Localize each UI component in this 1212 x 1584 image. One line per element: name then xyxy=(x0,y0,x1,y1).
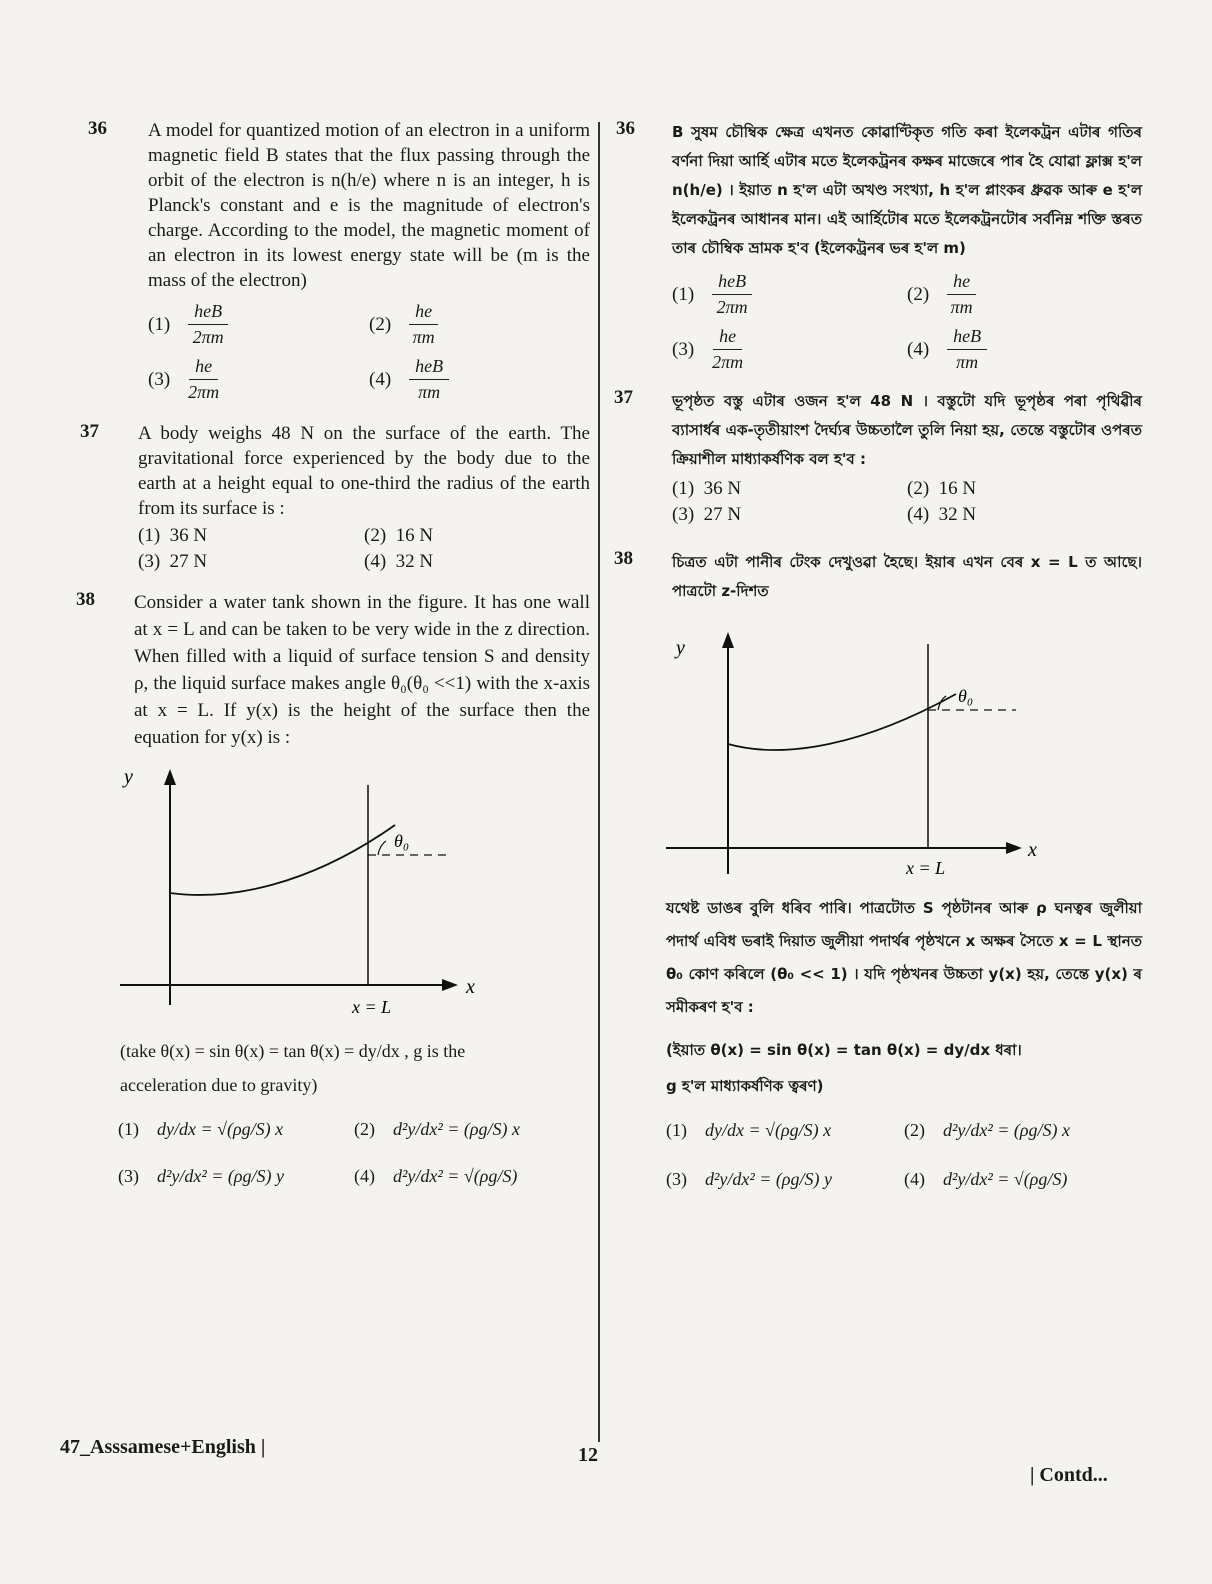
footer-contd: | Contd... xyxy=(1030,1464,1108,1486)
question-37-as xyxy=(612,387,1142,528)
options xyxy=(148,301,590,403)
note-line-2: g হ'ল মাধ্যাকৰ্ষণিক ত্বৰণ) xyxy=(666,1077,824,1095)
options xyxy=(138,523,590,575)
option-4[interactable]: (4) $\frac{\text{heB}}{\pi m}$ xyxy=(369,356,590,403)
footer-booklet-code: 47_Asssamese+English | xyxy=(60,1436,266,1458)
option-1[interactable]: (1) $\frac{\text{heB}}{2\pi m}$ xyxy=(148,301,369,348)
question-36-en xyxy=(70,118,590,403)
option-3[interactable]: (3) $\frac{he}{2\pi m}$ xyxy=(672,326,744,372)
question-number: 38 xyxy=(614,548,633,569)
option-1[interactable]: (1) 36 N xyxy=(138,525,208,546)
option-1[interactable]: (1) 36 N xyxy=(672,478,742,499)
option-2[interactable]: (2) d²y/dx² = (ρg/S) x xyxy=(354,1119,521,1139)
x-axis-label: x xyxy=(1028,839,1037,861)
question-number: 36 xyxy=(88,118,107,139)
x-axis-label: x xyxy=(466,976,475,998)
y-axis-label: y xyxy=(124,766,133,788)
option-3[interactable]: (3) $\frac{he}{2\pi m}$ xyxy=(148,356,220,402)
question-text: চিত্ৰত এটা পানীৰ টেংক দেখুওৱা হৈছে। ইয়াৰ এখন বেৰ x = L ত আছে। পাত্ৰটো z-দিশত xyxy=(672,553,1142,600)
options xyxy=(666,1120,1142,1190)
option-2[interactable]: (2) d²y/dx² = (ρg/S) x xyxy=(904,1120,1071,1140)
question-text: A model for quantized motion of an electron in a uniform magnetic field B states that the flux passing through the orbit of the electron is n(h/e) where n is an integer, h is Planck's constant and e is the magnitude of electron's charge. According to the model, the magnetic moment of an electron in its lowest energy state will be (m is the mass of the electron) xyxy=(148,120,590,291)
option-2[interactable]: (2) $\frac{he}{\pi m}$ xyxy=(369,301,590,348)
option-3[interactable]: (3) d²y/dx² = (ρg/S) y xyxy=(118,1166,285,1186)
tank-figure xyxy=(666,624,1046,884)
question-number: 38 xyxy=(76,589,95,610)
note-line-1: (take θ(x) = sin θ(x) = tan θ(x) = dy/dx , g is the xyxy=(120,1041,466,1061)
angle-label: θ₀ xyxy=(958,686,974,706)
question-37-en xyxy=(70,421,590,575)
question-38-en xyxy=(70,589,590,1187)
question-number: 37 xyxy=(80,421,99,442)
option-3[interactable]: (3) d²y/dx² = (ρg/S) y xyxy=(666,1169,833,1189)
option-1[interactable]: (1) dy/dx = √(ρg/S) x xyxy=(118,1119,284,1139)
option-4[interactable]: (4) d²y/dx² = √(ρg/S) xyxy=(904,1169,1068,1189)
option-4[interactable]: (4) 32 N xyxy=(364,551,434,572)
option-3[interactable]: (3) 27 N xyxy=(672,504,742,525)
option-2[interactable]: (2) $\frac{he}{\pi m}$ xyxy=(907,271,1142,318)
wall-label: x = L xyxy=(906,858,946,878)
assamese-column xyxy=(612,118,1142,1204)
question-36-as xyxy=(612,118,1142,373)
note-line-1: (ইয়াত θ(x) = sin θ(x) = tan θ(x) = dy/dx ধৰা। xyxy=(666,1041,1022,1059)
question-text: Consider a water tank shown in the figure. It has one wall at x = L and can be taken to be very wide in the z direction. When filled with a liquid of surface tension S and density ρ, the liquid surface makes angle θ₀(θ₀ <<1) with the x-axis at x = L. If y(x) is the height of the surface then the equation for y(x) is : xyxy=(134,592,590,748)
question-text: ভূপৃষ্ঠত বস্তু এটাৰ ওজন হ'ল 48 N । বস্তুটো যদি ভূপৃষ্ঠৰ পৰা পৃথিৱীৰ ব্যাসাৰ্ধৰ এক-তৃতীয়াংশ দৈৰ্ঘ্যৰ উচ্চতালৈ তুলি নিয়া হয়, তেন্তে বস্তুটোৰ ওপৰত ক্ৰিয়াশীল মাধ্যাকৰ্ষণিক বল হ'ব : xyxy=(672,392,1142,468)
option-1[interactable]: (1) dy/dx = √(ρg/S) x xyxy=(666,1120,832,1140)
question-text: A body weighs 48 N on the surface of the earth. The gravitational force experienced by the body due to the earth at a height equal to one-third the radius of the earth from its surface is : xyxy=(138,423,590,519)
option-4[interactable]: (4) $\frac{\text{heB}}{\pi m}$ xyxy=(907,326,1142,373)
note-line-2: acceleration due to gravity) xyxy=(120,1075,318,1095)
options xyxy=(118,1119,590,1187)
y-axis-label: y xyxy=(676,637,685,659)
column-divider xyxy=(598,122,600,1442)
options xyxy=(672,476,1142,528)
option-3[interactable]: (3) 27 N xyxy=(138,551,208,572)
option-2[interactable]: (2) 16 N xyxy=(907,478,977,499)
question-number: 36 xyxy=(616,118,635,139)
angle-label: θ₀ xyxy=(394,831,410,851)
question-text-continued: যথেষ্ট ডাঙৰ বুলি ধৰিব পাৰি। পাত্ৰটোত S পৃষ্ঠটানৰ আৰু ρ ঘনত্বৰ জুলীয়া পদাৰ্থ এবিধ ভৰাই দিয়াত জুলীয়া পদাৰ্থৰ পৃষ্ঠখনে x অক্ষৰ সৈতে x = L স্থানত θ₀ কোণ কৰিলে (θ₀ << 1) । যদি পৃষ্ঠখনৰ উচ্চতা y(x) হয়, তেন্তে y(x) ৰ সমীকৰণ হ'ব : xyxy=(666,899,1142,1016)
option-1[interactable]: (1) $\frac{\text{heB}}{2\pi m}$ xyxy=(672,271,907,318)
english-column xyxy=(70,118,590,1201)
question-38-as xyxy=(612,548,1142,1190)
option-4[interactable]: (4) 32 N xyxy=(907,504,977,525)
question-number: 37 xyxy=(614,387,633,408)
option-2[interactable]: (2) 16 N xyxy=(364,525,434,546)
tank-figure xyxy=(120,765,500,1025)
options xyxy=(672,271,1142,373)
page-number: 12 xyxy=(578,1444,598,1466)
wall-label: x = L xyxy=(352,997,392,1017)
question-text: B সুষম চৌম্বিক ক্ষেত্ৰ এখনত কোৱাণ্টিকৃত গতি কৰা ইলেকট্ৰন এটাৰ গতিৰ বৰ্ণনা দিয়া আৰ্হি এটাৰ মতে ইলেকট্ৰনৰ কক্ষৰ মাজেৰে পাৰ হৈ যোৱা ফ্লাক্স হ'ল n(h/e) । ইয়াত n হ'ল এটা অখণ্ড সংখ্যা, h হ'ল প্লাংকৰ ধ্ৰুৱক আৰু e হ'ল ইলেকট্ৰনৰ আধানৰ মান। এই আৰ্হিটোৰ মতে ইলেকট্ৰনটোৰ সৰ্বনিম্ন শক্তি স্তৰত তাৰ চৌম্বিক ভ্ৰামক হ'ব (ইলেকট্ৰনৰ ভৰ হ'ল m) xyxy=(672,123,1142,257)
option-4[interactable]: (4) d²y/dx² = √(ρg/S) xyxy=(354,1166,518,1186)
